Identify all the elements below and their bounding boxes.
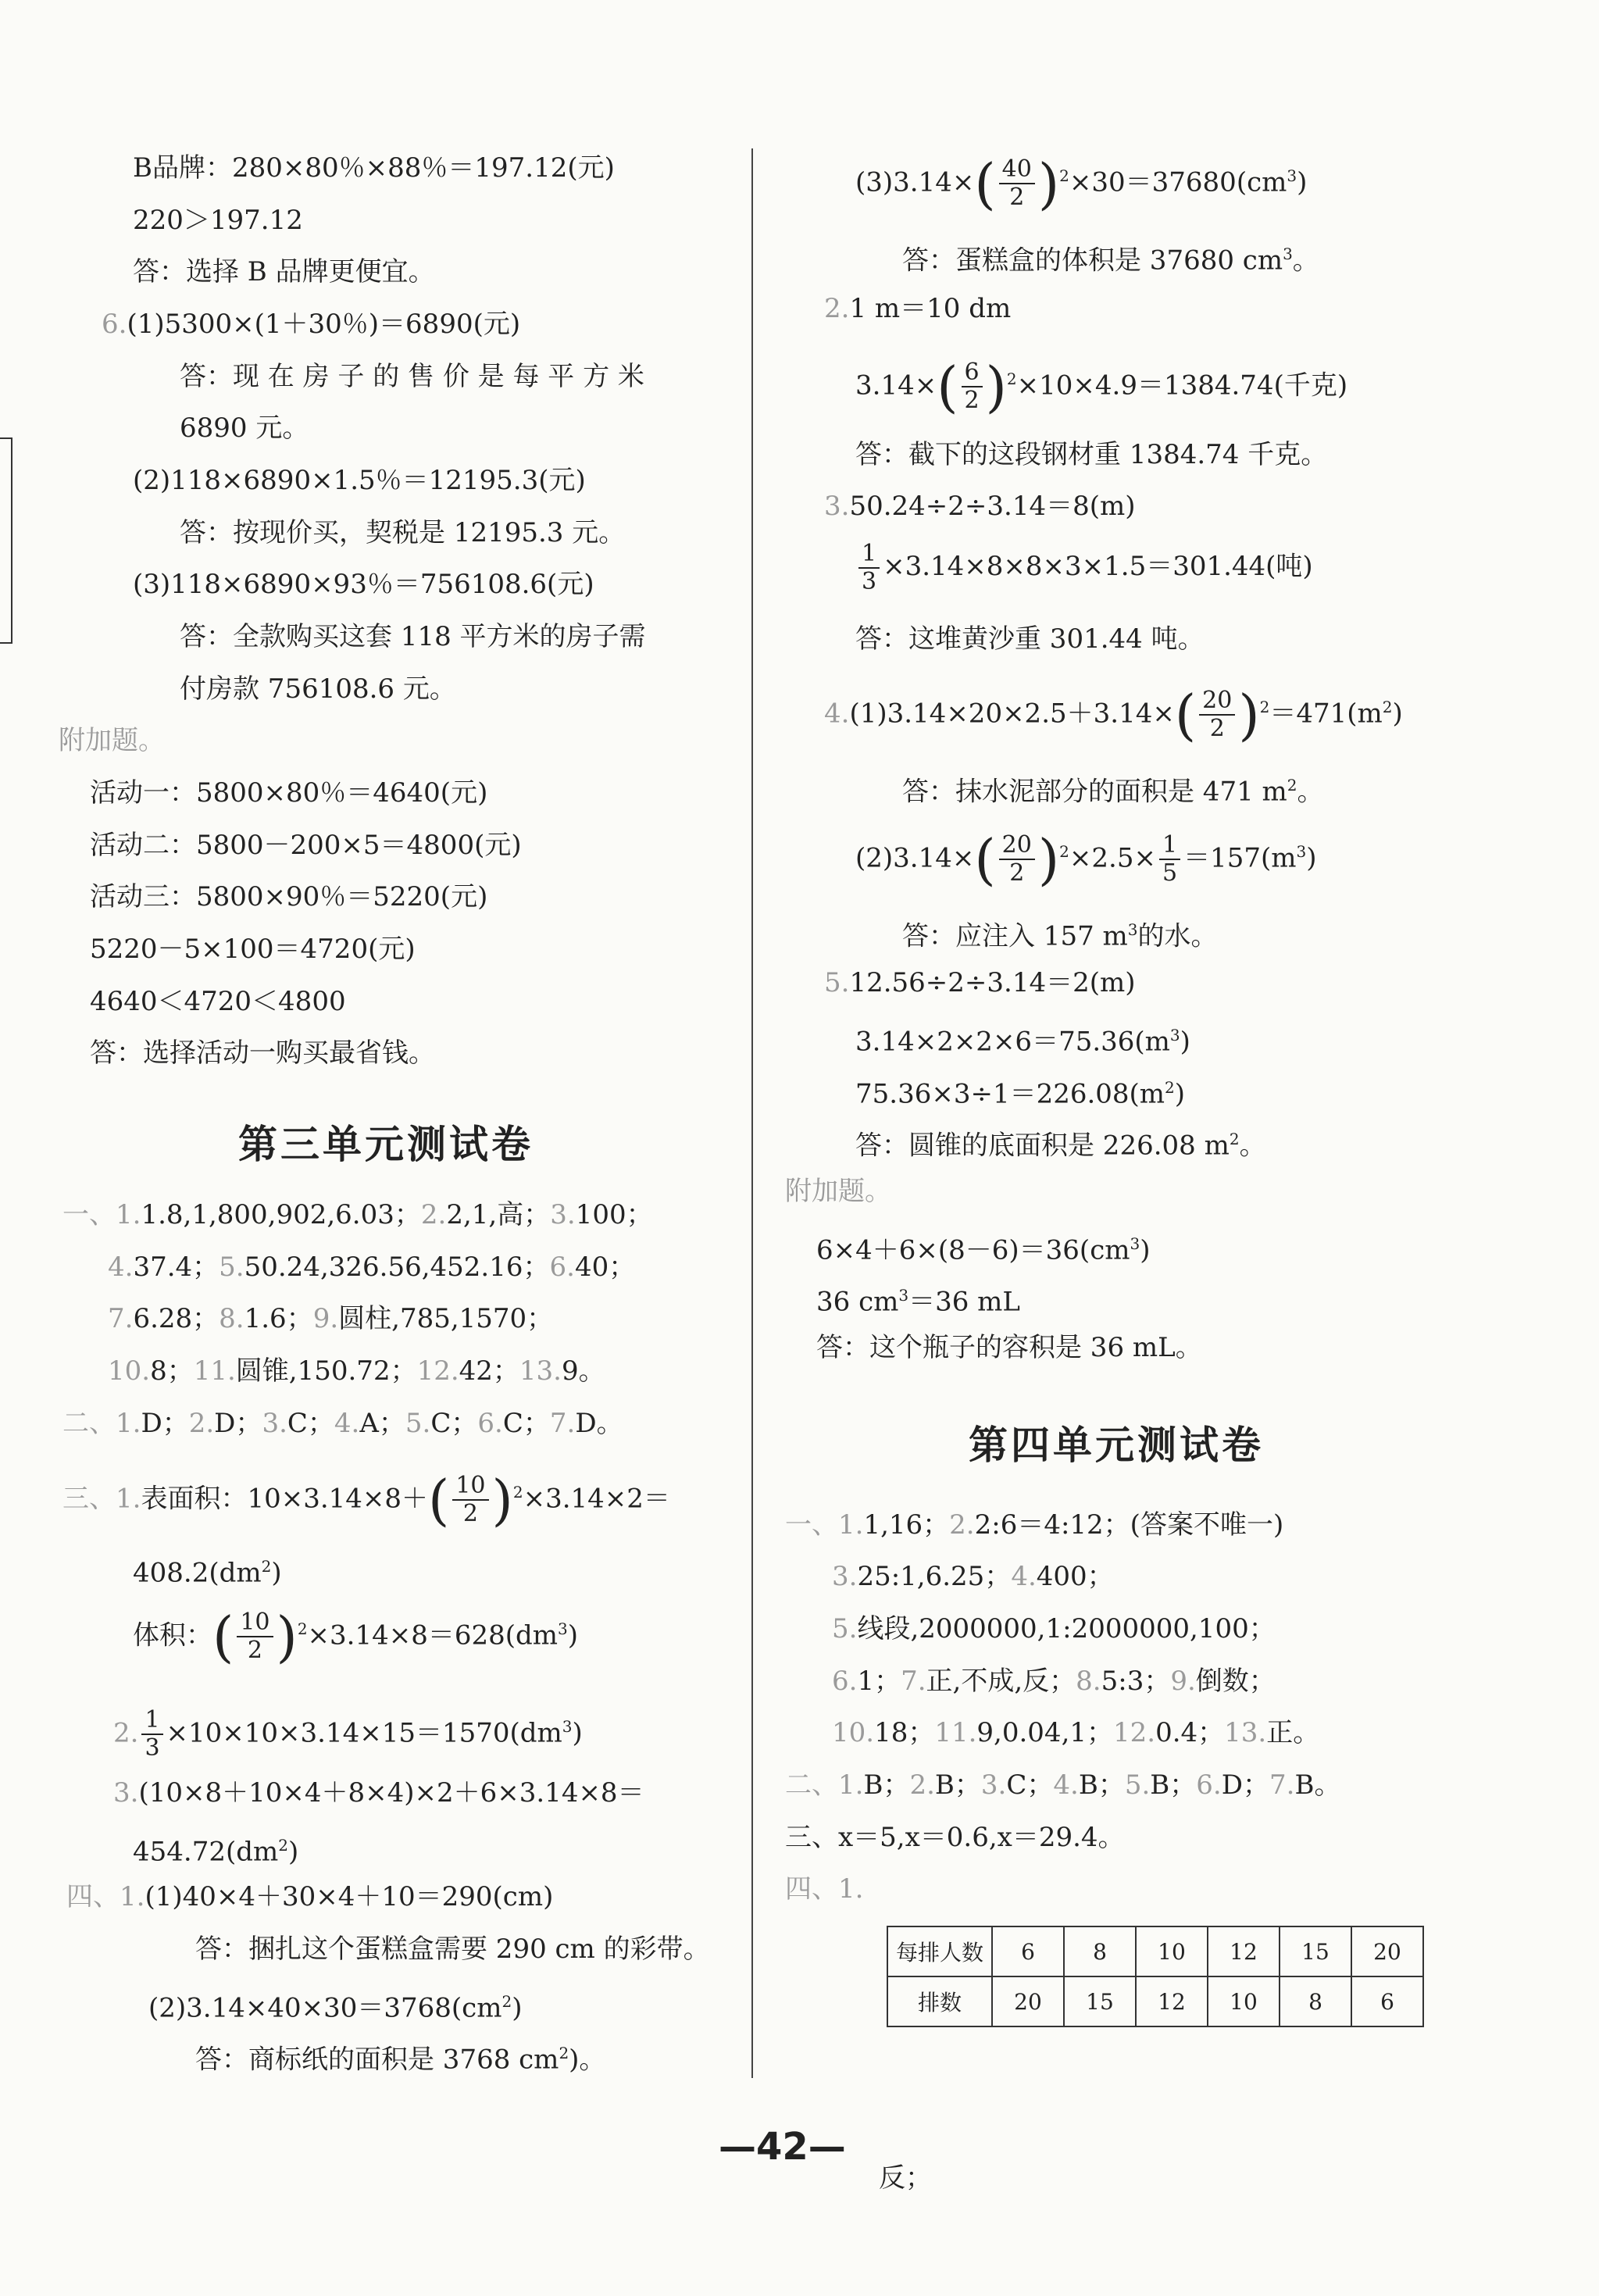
denominator: 2	[1209, 715, 1225, 743]
text: ＝36 mL	[908, 1286, 1020, 1318]
line	[832, 1666, 1276, 1697]
paren: (	[937, 355, 958, 420]
table-cell: 8	[1280, 1976, 1351, 2026]
qnum: 一、1.	[785, 1509, 864, 1541]
paren: )	[1037, 152, 1060, 216]
qnum: 4.	[334, 1408, 360, 1439]
qnum: 二、1.	[62, 1408, 141, 1439]
exponent: 2	[261, 1557, 272, 1576]
qnum: 13.	[519, 1355, 562, 1387]
text: )	[1174, 1078, 1186, 1110]
paren: (	[974, 827, 996, 892]
paren: )	[1037, 827, 1060, 892]
paren: )	[1238, 683, 1260, 748]
text: ×3.14×8×8×3×1.5＝301.44(吨)	[883, 551, 1313, 582]
exponent: 2	[1259, 698, 1270, 716]
paren: )	[985, 355, 1007, 420]
numerator: 10	[237, 1609, 273, 1637]
text: )	[1392, 698, 1403, 730]
line: 答：选择 B 品牌更便宜。	[133, 256, 435, 287]
table-row	[887, 1976, 1423, 2026]
line: 答：这个瓶子的容积是 36 mL。	[816, 1332, 1202, 1363]
line	[824, 672, 1403, 748]
line	[108, 1252, 635, 1283]
paren: (	[974, 152, 996, 216]
text: 9。	[562, 1355, 605, 1387]
exponent: 3	[1169, 1026, 1180, 1044]
line: 答：现 在 房 子 的 售 价 是 每 平 方 米	[180, 361, 644, 392]
qnum: 6.	[102, 309, 127, 340]
page-edge-mark	[0, 437, 12, 644]
table-cell: 15	[1280, 1926, 1351, 1976]
text: 3.14×2×2×6＝75.36(m	[855, 1026, 1170, 1058]
line	[195, 2037, 605, 2075]
text: ×3.14×2＝	[523, 1483, 670, 1515]
text: 1.6；	[244, 1303, 313, 1334]
qnum: 3.	[262, 1408, 287, 1439]
text: 正,不成,反；	[926, 1666, 1076, 1697]
numerator: 1	[1159, 832, 1180, 860]
text: 的水。	[1137, 920, 1218, 952]
text: )	[512, 1992, 523, 2024]
text: (2)3.14×40×30＝3768(cm	[148, 1992, 502, 2024]
qnum: 9.	[1170, 1666, 1196, 1697]
text: 。	[1292, 245, 1319, 277]
text: 1.8,1,800,902,6.03；	[141, 1199, 421, 1230]
text: 5:3；	[1101, 1666, 1171, 1697]
text: B；	[1078, 1769, 1125, 1801]
paren: (	[212, 1605, 234, 1669]
text: 线段,2000000,1:2000000,100；	[857, 1613, 1276, 1644]
line: 答：捆扎这个蛋糕盒需要 290 cm 的彩带。	[195, 1934, 710, 1965]
qnum: 四、1.	[66, 1881, 145, 1912]
qnum: 7.	[901, 1666, 926, 1697]
text: 答：抹水泥部分的面积是 471 m	[902, 776, 1287, 808]
qnum: 13.	[1224, 1717, 1267, 1748]
line	[66, 1881, 553, 1912]
text: )	[1306, 842, 1317, 874]
line	[113, 1777, 644, 1809]
line	[902, 769, 1324, 807]
text: 454.72(dm	[133, 1836, 279, 1868]
line: 活动二：5800－200×5＝4800(元)	[90, 830, 522, 861]
text: 36 cm	[816, 1286, 899, 1318]
fraction	[999, 156, 1035, 211]
text: (1)5300×(1＋30％)＝6890(元)	[127, 309, 521, 340]
line	[816, 1280, 1020, 1317]
line: 4640＜4720＜4800	[90, 986, 346, 1017]
table-cell: 20	[1351, 1926, 1423, 1976]
text: D；	[1221, 1769, 1269, 1801]
section-title: 第三单元测试卷	[238, 1122, 534, 1167]
text: 1 m＝10 dm	[849, 293, 1012, 324]
text: 400；	[1036, 1561, 1114, 1592]
table-cell: 8	[1064, 1926, 1136, 1976]
text: C；	[430, 1408, 478, 1439]
text: 6.28；	[133, 1303, 220, 1334]
text: D。	[575, 1408, 623, 1439]
paren: (	[1174, 683, 1197, 748]
qnum: 3.	[550, 1199, 576, 1230]
table-cell: 10	[1136, 1926, 1208, 1976]
text: 9,0.04,1；	[976, 1717, 1114, 1748]
line: 答：这堆黄沙重 301.44 吨。	[855, 623, 1205, 655]
line: 反；	[879, 2162, 932, 2194]
qnum: 8.	[219, 1303, 244, 1334]
text: 40；	[574, 1252, 636, 1283]
line	[855, 141, 1307, 217]
line	[855, 535, 1313, 598]
qnum: 2.	[824, 293, 850, 324]
text: 25:1,6.25；	[857, 1561, 1012, 1592]
line: 四、1.	[785, 1873, 864, 1905]
denominator: 2	[964, 387, 980, 415]
text: 0.4；	[1155, 1717, 1225, 1748]
fraction	[141, 1707, 162, 1762]
text: 3.14×	[855, 370, 937, 402]
line: 5220－5×100＝4720(元)	[90, 934, 416, 965]
text: )	[1180, 1026, 1190, 1058]
qnum: 5.	[824, 967, 850, 998]
text: )	[287, 1836, 299, 1868]
line	[62, 1457, 670, 1534]
qnum: 2.	[188, 1408, 215, 1439]
exponent: 3	[1296, 842, 1307, 861]
text: ＝157(m	[1183, 842, 1297, 874]
exponent: 2	[1006, 370, 1017, 388]
exponent: 2	[559, 2044, 569, 2062]
text: B；	[1150, 1769, 1197, 1801]
exponent: 2	[501, 1992, 512, 2011]
line	[133, 1830, 298, 1867]
exponent: 2	[512, 1483, 523, 1502]
text: 408.2(dm	[133, 1557, 262, 1589]
paren: (	[428, 1468, 450, 1533]
fraction	[237, 1609, 273, 1664]
numerator: 40	[999, 156, 1035, 184]
line	[816, 1228, 1150, 1266]
qnum: 5.	[1124, 1769, 1151, 1801]
fraction	[858, 541, 880, 595]
line: 6890 元。	[180, 412, 309, 444]
text: ×10×10×3.14×15＝1570(dm	[166, 1717, 562, 1749]
qnum: 2.	[949, 1509, 975, 1541]
denominator: 2	[1009, 184, 1025, 212]
line	[824, 293, 1011, 324]
qnum: 7.	[549, 1408, 576, 1439]
qnum: 9.	[312, 1303, 339, 1334]
table-cell: 每排人数	[887, 1926, 992, 1976]
text: )	[271, 1557, 282, 1589]
denominator: 3	[862, 568, 877, 595]
qnum: 2.	[909, 1769, 935, 1801]
qnum: 12.	[416, 1355, 459, 1387]
text: 75.36×3÷1＝226.08(m	[855, 1078, 1165, 1110]
table-cell: 15	[1064, 1976, 1136, 2026]
column-divider	[751, 148, 753, 2078]
line	[824, 967, 1136, 998]
text: 答：商标纸的面积是 3768 cm	[195, 2044, 559, 2076]
text: 50.24÷2÷3.14＝8(m)	[849, 491, 1136, 522]
line	[102, 309, 520, 340]
text: A；	[359, 1408, 405, 1439]
line	[832, 1613, 1276, 1644]
text: 1,16；	[863, 1509, 950, 1541]
line	[832, 1717, 1319, 1748]
line	[855, 1123, 1266, 1161]
table-cell: 10	[1208, 1976, 1280, 2026]
text: D；	[141, 1408, 189, 1439]
table-cell: 20	[992, 1976, 1064, 2026]
table-cell: 12	[1136, 1976, 1208, 2026]
qnum: 5.	[405, 1408, 431, 1439]
text: ×10×4.9＝1384.74(千克)	[1016, 370, 1348, 402]
table-cell: 6	[992, 1926, 1064, 1976]
text: 100；	[575, 1199, 653, 1230]
denominator: 2	[1009, 859, 1025, 887]
table-cell: 6	[1351, 1976, 1423, 2026]
qnum: 3.	[980, 1769, 1007, 1801]
line	[785, 1509, 1283, 1541]
qnum: 5.	[832, 1613, 858, 1644]
qnum: 11.	[193, 1355, 236, 1387]
text: 18；	[874, 1717, 935, 1748]
paren: )	[276, 1605, 298, 1669]
fraction	[452, 1473, 488, 1527]
exponent: 3	[1287, 166, 1297, 185]
qnum: 10.	[108, 1355, 151, 1387]
denominator: 2	[247, 1637, 262, 1665]
text: (1)3.14×20×2.5＋3.14×	[849, 698, 1175, 730]
exponent: 3	[898, 1286, 909, 1305]
text: 。	[1297, 776, 1324, 808]
qnum: 4.	[824, 698, 850, 730]
line: 附加题。	[59, 725, 165, 756]
text: 答：应注入 157 m	[902, 920, 1128, 952]
paren: )	[491, 1468, 513, 1533]
qnum: 4.	[1011, 1561, 1037, 1592]
text: 2,1,高；	[446, 1199, 551, 1230]
text: 体积：	[133, 1619, 212, 1651]
line: (2)118×6890×1.5％＝12195.3(元)	[133, 465, 586, 496]
data-table	[887, 1926, 1424, 2027]
text: )。	[569, 2044, 606, 2076]
qnum: 5.	[219, 1252, 244, 1283]
text: 6×4＋6×(8－6)＝36(cm	[816, 1234, 1130, 1266]
qnum: 2.	[420, 1199, 447, 1230]
text: (10×8＋10×4＋8×4)×2＋6×3.14×8＝	[138, 1777, 644, 1809]
exponent: 3	[562, 1717, 573, 1736]
exponent: 2	[1059, 842, 1069, 861]
text: 50.24,326.56,452.16；	[244, 1252, 550, 1283]
text: D；	[214, 1408, 262, 1439]
text: 倒数；	[1195, 1666, 1276, 1697]
qnum: 二、1.	[785, 1769, 864, 1801]
line	[62, 1408, 623, 1439]
qnum: 三、1.	[62, 1483, 141, 1515]
line	[902, 238, 1319, 276]
exponent: 3	[1283, 245, 1293, 263]
qnum: 12.	[1113, 1717, 1156, 1748]
text: 37.4；	[133, 1252, 220, 1283]
text: 圆柱,785,1570；	[338, 1303, 554, 1334]
line	[133, 1594, 578, 1670]
line: 答：全款购买这套 118 平方米的房子需	[180, 621, 646, 652]
exponent: 2	[1287, 776, 1297, 794]
line	[108, 1355, 605, 1387]
line: 活动三：5800×90％＝5220(元)	[90, 881, 488, 912]
line	[855, 1072, 1185, 1109]
text: )	[567, 1619, 579, 1651]
text: B。	[1294, 1769, 1341, 1801]
line	[148, 1986, 522, 2023]
text: 答：圆锥的底面积是 226.08 m	[855, 1130, 1230, 1162]
text: ＝471(m	[1269, 698, 1383, 730]
line: 附加题。	[785, 1176, 891, 1207]
qnum: 7.	[1269, 1769, 1295, 1801]
numerator: 20	[999, 832, 1035, 860]
line: B品牌：280×80％×88％＝197.12(元)	[133, 152, 615, 184]
numerator: 20	[1199, 687, 1235, 716]
numerator: 1	[141, 1707, 162, 1735]
numerator: 10	[452, 1473, 488, 1501]
line: 活动一：5800×80％＝4640(元)	[90, 777, 488, 809]
line: 答：截下的这段钢材重 1384.74 千克。	[855, 439, 1328, 470]
qnum: 6.	[549, 1252, 575, 1283]
line	[855, 344, 1347, 420]
qnum: 3.	[113, 1777, 139, 1809]
exponent: 3	[558, 1619, 568, 1638]
line: 答：选择活动一购买最省钱。	[90, 1037, 435, 1069]
line	[832, 1561, 1114, 1592]
exponent: 3	[1130, 1234, 1140, 1253]
text: 答：蛋糕盒的体积是 37680 cm	[902, 245, 1283, 277]
page-number: —42—	[719, 2125, 846, 2169]
fraction	[1159, 832, 1180, 887]
text: 表面积：10×3.14×8＋	[141, 1483, 429, 1515]
section-title: 第四单元测试卷	[969, 1423, 1264, 1468]
qnum: 4.	[1053, 1769, 1079, 1801]
text: )	[1140, 1234, 1151, 1266]
qnum: 4.	[108, 1252, 134, 1283]
fraction	[962, 359, 983, 414]
exponent: 2	[278, 1836, 288, 1855]
text: C；	[502, 1408, 550, 1439]
qnum: 11.	[934, 1717, 977, 1748]
text: B；	[934, 1769, 981, 1801]
line	[113, 1695, 583, 1764]
text: (1)40×4＋30×4＋10＝290(cm)	[145, 1881, 554, 1912]
text: (3)3.14×	[855, 166, 975, 198]
line	[855, 1019, 1190, 1057]
fraction	[999, 832, 1035, 887]
line	[785, 1769, 1340, 1801]
text: 42；	[459, 1355, 519, 1387]
exponent: 2	[297, 1619, 308, 1638]
text: ×2.5×	[1069, 842, 1156, 874]
denominator: 3	[145, 1734, 160, 1762]
line	[855, 816, 1316, 893]
qnum: 8.	[1076, 1666, 1101, 1697]
qnum: 一、1.	[62, 1199, 141, 1230]
line	[108, 1303, 553, 1334]
text: B；	[863, 1769, 910, 1801]
line: 答：按现价买，契税是 12195.3 元。	[180, 517, 626, 548]
qnum: 6.	[477, 1408, 503, 1439]
text: 2:6＝4:12；(答案不唯一)	[974, 1509, 1284, 1541]
exponent: 3	[1127, 920, 1138, 939]
text: 1；	[857, 1666, 901, 1697]
line: 220＞197.12	[133, 205, 303, 236]
denominator: 5	[1162, 859, 1178, 887]
exponent: 2	[1229, 1130, 1240, 1148]
qnum: 2.	[113, 1717, 139, 1749]
line: 付房款 756108.6 元。	[180, 673, 456, 705]
line: 三、x＝5,x＝0.6,x＝29.4。	[785, 1822, 1125, 1853]
exponent: 2	[1382, 698, 1393, 716]
qnum: 3.	[832, 1561, 858, 1592]
qnum: 10.	[832, 1717, 875, 1748]
qnum: 7.	[108, 1303, 134, 1334]
line	[62, 1199, 653, 1230]
table-cell: 12	[1208, 1926, 1280, 1976]
text: 。	[1239, 1130, 1266, 1162]
line: (3)118×6890×93％＝756108.6(元)	[133, 569, 594, 600]
text: ×3.14×8＝628(dm	[307, 1619, 559, 1651]
text: 12.56÷2÷3.14＝2(m)	[849, 967, 1136, 998]
exponent: 2	[1165, 1078, 1175, 1097]
text: 圆锥,150.72；	[235, 1355, 417, 1387]
table-cell: 排数	[887, 1976, 992, 2026]
line	[133, 1551, 282, 1588]
fraction	[1199, 687, 1235, 742]
text: 正。	[1266, 1717, 1320, 1748]
exponent: 2	[1059, 166, 1069, 185]
line	[824, 491, 1136, 522]
denominator: 2	[462, 1500, 478, 1528]
text: C；	[287, 1408, 334, 1439]
numerator: 6	[962, 359, 983, 387]
text: (2)3.14×	[855, 842, 975, 874]
text: )	[1297, 166, 1308, 198]
text: 8；	[150, 1355, 194, 1387]
numerator: 1	[858, 541, 880, 569]
qnum: 3.	[824, 491, 850, 522]
text: ×30＝37680(cm	[1069, 166, 1287, 198]
text: )	[572, 1717, 583, 1749]
qnum: 6.	[832, 1666, 858, 1697]
table-row	[887, 1926, 1423, 1976]
text: C；	[1006, 1769, 1054, 1801]
qnum: 6.	[1196, 1769, 1222, 1801]
line	[902, 914, 1218, 952]
